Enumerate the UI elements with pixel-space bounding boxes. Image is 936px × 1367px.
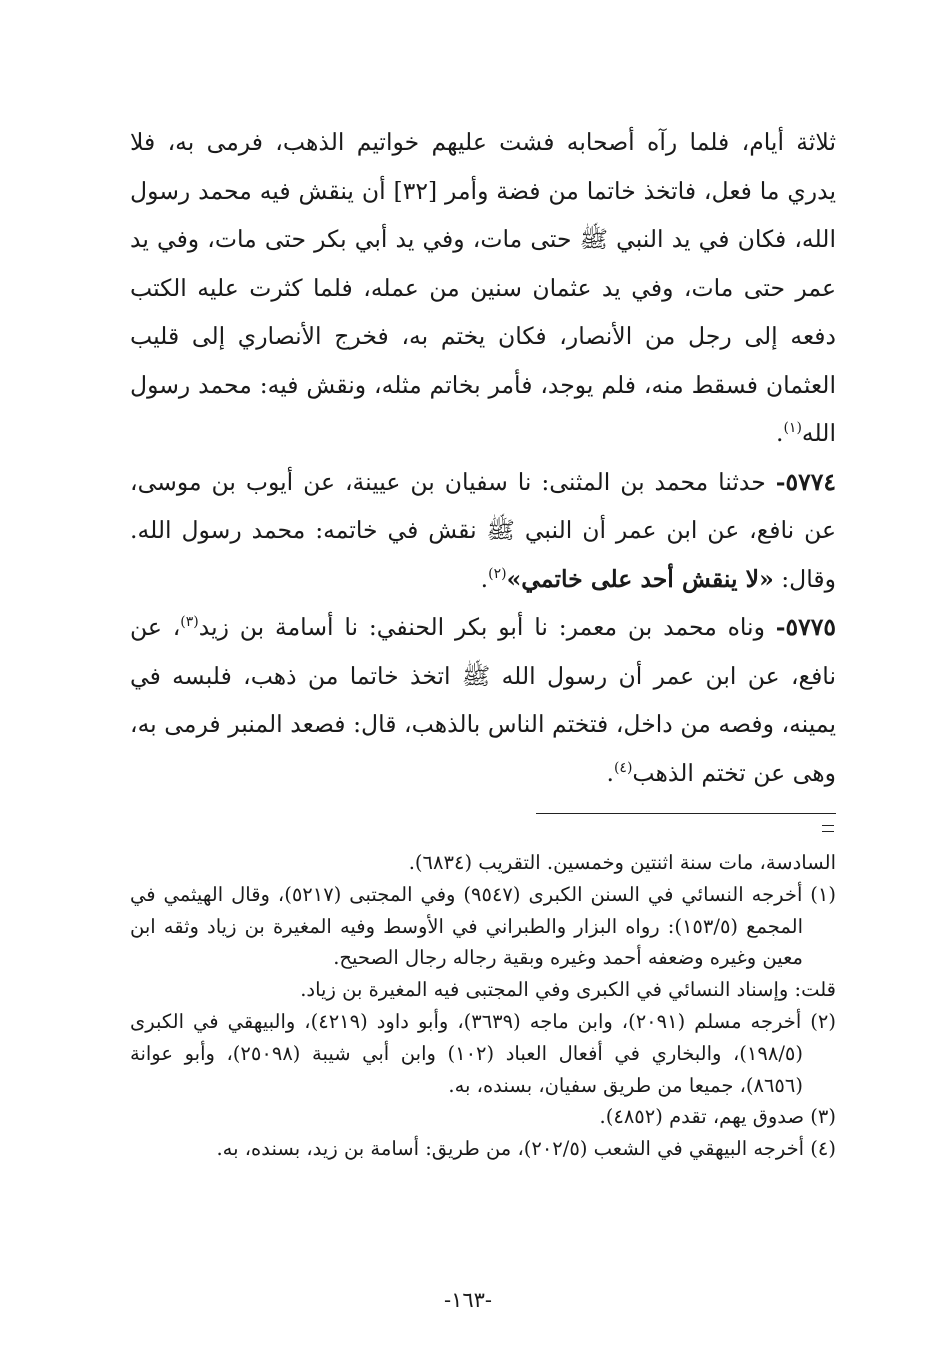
footnote-4: (٤) أخرجه البيهقي في الشعب (٢٠٢/٥)، من طريق: أسامة بن زيد، بسنده، به. bbox=[216, 1137, 836, 1161]
hadith-text-continued: ، عن نافع، عن ابن عمر أن رسول الله ﷺ اتخذ خاتما من ذهب، فلبسه في يمينه، وفصه من داخل، فتختم الناس بالذهب، قال: فصعد المنبر فرمى به، وهى عن تختم الذهب bbox=[130, 613, 836, 787]
footnote-1: (١) أخرجه النسائي في السنن الكبرى (٩٥٤٧) وفي المجتبى (٥٢١٧)، وقال الهيثمي في المجمع (١٥٣/٥): رواه البزار والطبراني في الأوسط وفيه المغيرة بن زياد وثقه ابن معين وغيره وضعفه أحمد وغيره وبقية رجاله رجال الصحيح. bbox=[130, 882, 837, 970]
hadith-5774 bbox=[130, 458, 836, 604]
footnote-2: (٢) أخرجه مسلم (٢٠٩١)، وابن ماجه (٣٦٣٩)، وأبو داود (٤٢١٩)، والبيهقي في الكبرى (١٩٨/٥)، والبخاري في أفعال العباد (١٠٢) وابن أبي شيبة (٢٥٠٩٨)، وأبو عوانة (٨٦٥٦)، جميعا من طريق سفيان، بسنده، به. bbox=[130, 1009, 836, 1097]
hadith-number: ٥٧٧٤- bbox=[775, 467, 836, 496]
continuation-mark bbox=[822, 825, 834, 832]
footnote-marker-3: (٣) bbox=[180, 614, 199, 631]
hadith-text: حدثنا محمد بن المثنى: نا سفيان بن عيينة، عن أيوب بن موسى، عن نافع، عن ابن عمر أن النبي ﷺ نقش في خاتمه: محمد رسول الله. وقال: bbox=[130, 467, 836, 593]
page-number: -١٦٣- bbox=[443, 1288, 493, 1312]
paragraph-end: . bbox=[775, 419, 784, 447]
footnote-1-remark: قلت: وإسناد النسائي في الكبرى وفي المجتبى فيه المغيرة بن زياد. bbox=[300, 978, 836, 1002]
hadith-5775 bbox=[130, 603, 836, 797]
paragraph-continuation bbox=[130, 118, 836, 458]
footnotes bbox=[130, 847, 836, 1165]
footnote-separator bbox=[536, 813, 836, 814]
main-text bbox=[130, 118, 836, 797]
footnote-marker-1: (١) bbox=[783, 420, 802, 437]
footnote-3: (٣) صدوق يهم، تقدم (٤٨٥٢). bbox=[599, 1105, 836, 1129]
paragraph-text: ثلاثة أيام، فلما رآه أصحابه فشت عليهم خواتيم الذهب، فرمى به، فلا يدري ما فعل، فاتخذ خاتما من فضة وأمر [٣٢] أن ينقش فيه محمد رسول الله، فكان في يد النبي ﷺ حتى مات، وفي يد أبي بكر حتى مات، وفي يد عمر حتى مات، وفي يد عثمان سنين من عمله، فلما كثرت عليه الكتب دفعه إلى رجل من الأنصار، فكان يختم به، فخرج الأنصاري إلى قليب العثمان فسقط منه، فلم يوجد، فأمر بخاتم مثله، ونقش فيه: محمد رسول الله bbox=[130, 128, 837, 447]
hadith-text: وناه محمد بن معمر: نا أبو بكر الحنفي: نا أسامة بن زيد bbox=[198, 613, 765, 641]
footnote-marker-2: (٢) bbox=[488, 565, 507, 582]
footnote-marker-4: (٤) bbox=[613, 759, 633, 776]
paragraph-end: . bbox=[606, 758, 614, 787]
paragraph-end: . bbox=[480, 564, 489, 593]
hadith-quote: «لا ينقش أحد على خاتمي» bbox=[506, 564, 774, 593]
hadith-number: ٥٧٧٥- bbox=[775, 613, 836, 641]
footnote-continuation: السادسة، مات سنة اثنتين وخمسين. التقريب (٦٨٣٤). bbox=[408, 851, 836, 874]
